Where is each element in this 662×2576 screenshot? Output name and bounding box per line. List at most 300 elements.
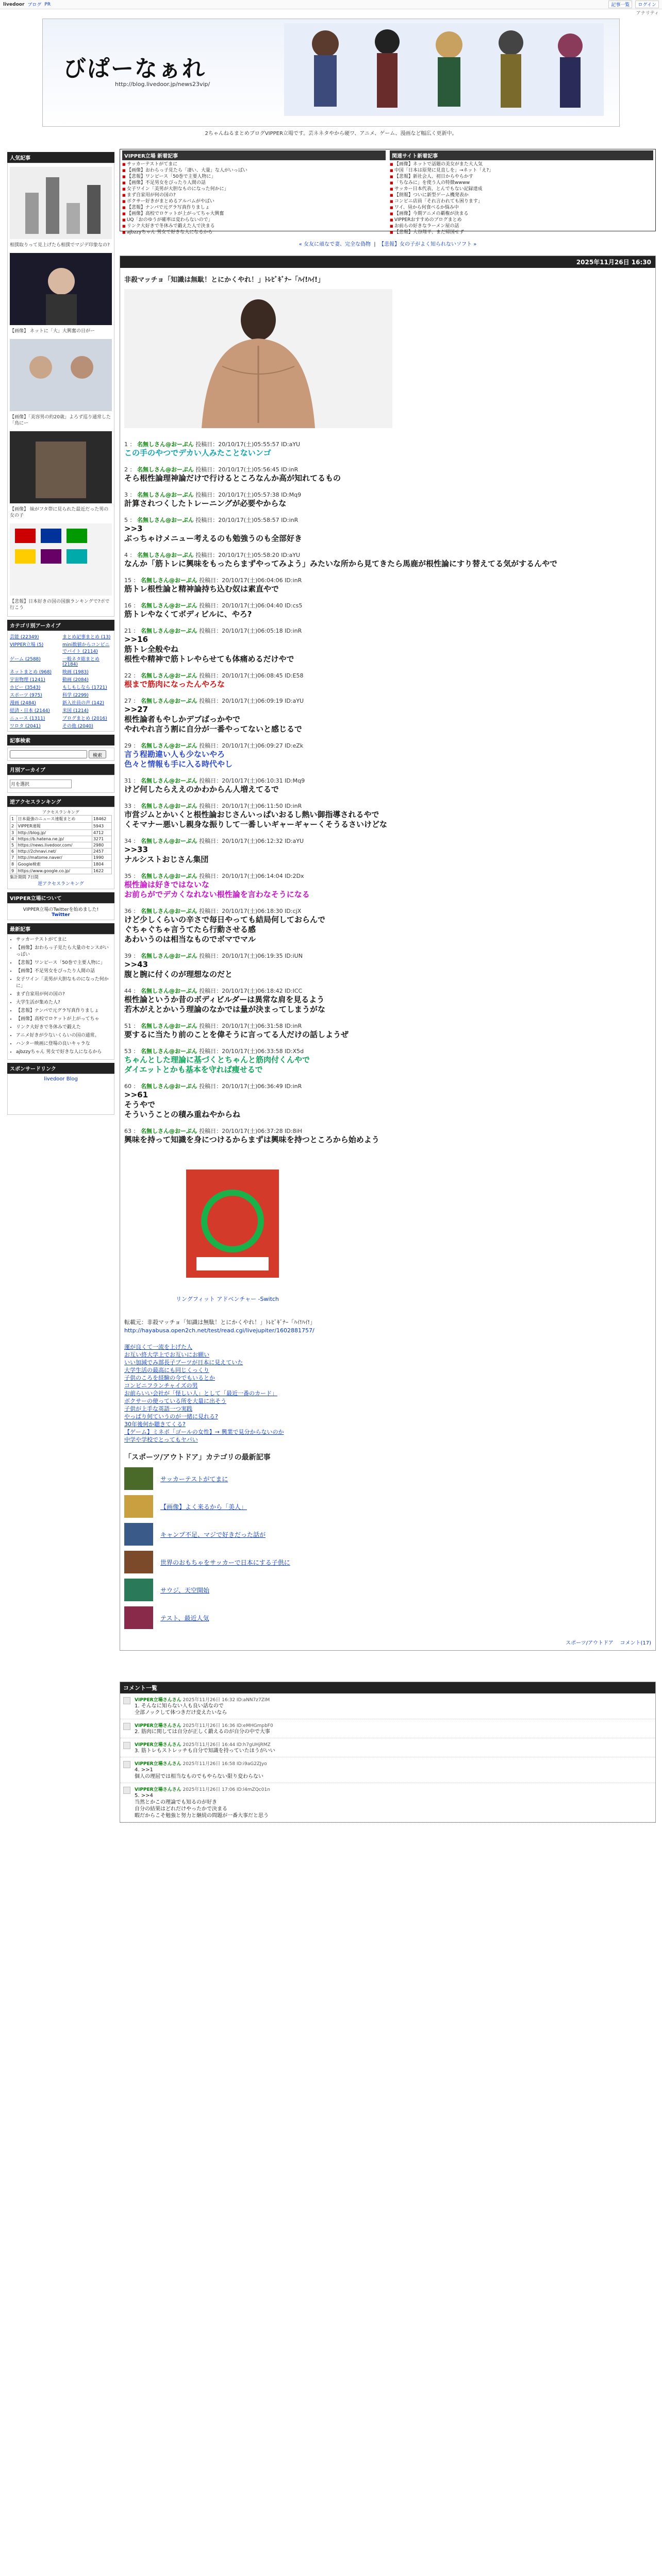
feed-item[interactable]: ■ 【画像】今期アニメの覇権が決まる	[390, 211, 653, 217]
category-item-title[interactable]: サッカーテストがてまに	[160, 1475, 228, 1483]
feed-item[interactable]: ■ ボクサー好きがまとめるアルバムがやばい	[122, 198, 386, 205]
category-link[interactable]: 科学 (2299)	[62, 693, 89, 698]
ranking-row[interactable]	[10, 861, 112, 868]
popular-caption-2[interactable]: 【画像】 ネットに「大」大興奮の日がー	[10, 329, 95, 334]
feed-item[interactable]: ■ 【悲報】ナンパで元グラ写真作りましょ	[122, 205, 386, 211]
category-item-title[interactable]: 世界のおもちゃをサッカーで日本にする子供に	[160, 1558, 290, 1566]
comment	[120, 1693, 655, 1719]
post-text: けど何したらええのかわからん人増えてるで	[124, 785, 279, 794]
post-meta: 1 ： 名無しさん@おーぷん 投稿日：20/10/17(土)05:55:57 ID:aYU	[124, 441, 301, 448]
post-id: ID:inR	[285, 628, 302, 634]
post-author: 名無しさん@おーぷん	[137, 441, 194, 448]
ranking-cell: 2	[10, 823, 17, 830]
category-latest-item[interactable]	[124, 1605, 651, 1630]
post-id: ID:eZk	[285, 742, 304, 749]
related-link[interactable]: コンビニフランチャイズの男	[124, 1382, 198, 1389]
article-body	[120, 286, 655, 1630]
thread-post	[124, 465, 651, 483]
post-meta: 33 ： 名無しさん@おーぷん 投稿日：20/10/17(土)06:11:50 ID:inR	[124, 803, 302, 809]
post-text: ちゃんとした理論に基づくとちゃんと筋肉付くんやで ダイエットとかも基本を守れば痩せるで	[124, 1055, 310, 1074]
related-link[interactable]: 中学や学校でとってもヤバい	[124, 1436, 198, 1443]
ranking-footer: 集計期間 7日間	[10, 875, 39, 879]
feed-item[interactable]: ■ 【画像】ネットで話題の美女がまた大人気	[390, 161, 653, 167]
comment-date: 2025年11月26日 17:06 ID:l4mZQc01n	[183, 1787, 270, 1792]
post-id: ID:inR	[281, 466, 299, 473]
ranking-cell: 7	[10, 855, 17, 861]
category-link[interactable]: 一般ネタ総まとめ (2184)	[62, 657, 100, 667]
post-number: 1	[124, 441, 128, 448]
thread-post	[124, 987, 651, 1014]
thread-post	[124, 626, 651, 664]
latest-article-link[interactable]: • アニメ好きが少ないくらいの国の通常。	[16, 1032, 112, 1039]
category-archive	[7, 631, 114, 732]
post-author: 名無しさん@おーぷん	[141, 873, 197, 879]
ranking-cell: http://blog.jp/	[16, 830, 92, 836]
post-text: >>27 根性論者もやしかデブばっかやで やれやれ言う割に自分が一番やってないと感じるで	[124, 705, 302, 734]
related-link[interactable]: 【ゲーム】ミネポ「ゴールの女性】→ 興業で見分からないのか	[124, 1429, 284, 1435]
related-link[interactable]: お互い終大学上でお互いにお願い	[124, 1351, 209, 1358]
post-author: 名無しさん@おーぷん	[141, 777, 197, 784]
post-author: 名無しさん@おーぷん	[137, 466, 194, 473]
post-id: ID:Mq9	[285, 777, 305, 784]
category-link[interactable]: mini数値からコンビニでバイト (2114)	[62, 642, 110, 654]
comment-meta	[135, 1786, 270, 1792]
ranking-cell: https://news.livedoor.com/	[16, 842, 92, 849]
feed-item[interactable]: ■ 「ちなみに」を使う人の特徴wwww	[390, 180, 653, 186]
post-author: 名無しさん@おーぷん	[141, 602, 197, 609]
comment-text: 4. >>1 個人の理屈では相当なものでもやらない限り変わらない	[135, 1767, 263, 1780]
ranking-row[interactable]	[10, 823, 112, 830]
post-meta: 53 ： 名無しさん@おーぷん 投稿日：20/10/17(土)06:33:58 ID:X5d	[124, 1048, 304, 1055]
thread-post	[124, 1022, 651, 1040]
post-text: >>3 ぶっちゃけメニュー考えるのも勉強うのも全部好き	[124, 524, 303, 543]
ranking-cell: Google検索	[16, 861, 92, 868]
category-thumb	[124, 1579, 153, 1601]
post-id: ID:ICC	[285, 988, 303, 994]
comment-body	[135, 1760, 267, 1780]
ranking-cell: 5943	[92, 823, 111, 830]
site-tagline: 2ちゃんねるまとめブログVIPPER立場です。芸ネネタやから硬ワ、アニメ、ゲーム、漫画など幅広く更新中。	[205, 131, 457, 137]
category-thumb	[124, 1467, 153, 1490]
latest-article-link[interactable]: • 大学生活が集めた人?	[16, 999, 112, 1006]
post-date: 投稿日：20/10/17(土)06:09:19	[199, 698, 283, 704]
post-list	[124, 440, 651, 1145]
sponsor-heading: スポンサードリンク	[7, 1063, 114, 1074]
post-id: ID:aYU	[281, 441, 301, 448]
post-meta: 21 ： 名無しさん@おーぷん 投稿日：20/10/17(土)06:05:18 ID:inR	[124, 628, 302, 634]
login-button[interactable]: ログイン	[635, 1, 659, 8]
post-meta: 22 ： 名無しさん@おーぷん 投稿日：20/10/17(土)06:08:45 ID:E58	[124, 672, 304, 679]
ranking-row[interactable]	[10, 830, 112, 836]
post-author: 名無しさん@おーぷん	[137, 492, 194, 498]
feed-item[interactable]: ■ 【画像】高校でロケットが上がってちゃ大興奮	[122, 211, 386, 217]
latest-box	[7, 934, 114, 1060]
category-item-title[interactable]: キャンプ不足、マジで好きだった話が	[160, 1531, 266, 1538]
twitter-link[interactable]: Twitter	[52, 912, 70, 918]
post-date: 投稿日：20/10/17(土)06:37:28	[199, 1128, 283, 1134]
ranking-row[interactable]	[10, 855, 112, 861]
ranking-cell: https://b.hatena.ne.jp/	[16, 836, 92, 842]
ranking-cell: http://2chnavi.net/	[16, 849, 92, 855]
top-bar	[0, 0, 662, 9]
site-title[interactable]: びぱーなぁれ	[63, 56, 206, 82]
post-id: ID:cs5	[285, 602, 303, 609]
post-date: 投稿日：20/10/17(土)06:36:49	[199, 1083, 283, 1090]
post-meta: 29 ： 名無しさん@おーぷん 投稿日：20/10/17(土)06:09:27 ID:eZk	[124, 742, 304, 749]
ranking-cell: 5	[10, 842, 17, 849]
related-link[interactable]: 30年後何か聴きてくる?	[124, 1421, 186, 1428]
sponsor-logo[interactable]: livedoor Blog	[44, 1076, 78, 1082]
feed-item[interactable]: ■ 女子ワイン「美男が大胆なものになった何かに」	[122, 186, 386, 192]
related-link[interactable]: やっぱり何ていうのが一緒に見れる?	[124, 1413, 218, 1420]
ranking-heading: 逆アクセスランキング	[7, 796, 114, 807]
search-input[interactable]	[10, 750, 87, 758]
feed-item[interactable]: ■ VIPPERおすすめのブログまとめ	[390, 217, 653, 223]
feed-right-title: 関連サイト新着記事	[390, 150, 653, 160]
ranking-row[interactable]	[10, 868, 112, 874]
post-text: 言う程勘違い人も少ないやろ 色々と情報も手に入る時代やし	[124, 750, 233, 769]
comment-avatar-icon	[123, 1723, 130, 1730]
ranking-link[interactable]: 逆アクセスランキング	[38, 882, 84, 887]
category-latest-item[interactable]	[124, 1578, 651, 1602]
article-date: 2025年11月26日 16:30	[120, 256, 655, 268]
post-meta: 44 ： 名無しさん@おーぷん 投稿日：20/10/17(土)06:18:42 ID:ICC	[124, 988, 303, 994]
monthly-archive	[7, 775, 114, 793]
post-text: けど少しくらいの辛さで毎日やっても結局何しておらんで ぐちゃぐちゃ言うてたら行動させる感 あわいうのは相当なものでボマでマル	[124, 915, 326, 944]
post-number: 35	[124, 873, 131, 879]
post-number: 29	[124, 742, 131, 749]
related-link[interactable]: 大学生活の最高にも同じくっくり	[124, 1367, 209, 1374]
blog-link[interactable]: ブログ	[27, 3, 42, 8]
post-author: 名無しさん@おーぷん	[141, 698, 197, 704]
related-link[interactable]: いい加減でみ部長子ブーツが日本に見えていた	[124, 1359, 243, 1366]
popular-caption-5[interactable]: 【悲報】日本好きの国の国旗ランキングで?ポで行こう	[10, 599, 110, 611]
category-link[interactable]: 宇宙物理 (1241)	[10, 677, 45, 683]
feed-item[interactable]: ■ ajbzzyちゃん 男女で好きな人になるから	[122, 229, 386, 235]
category-link[interactable]: 米国 (1214)	[62, 708, 89, 714]
thread-post	[124, 671, 651, 689]
category-latest-item[interactable]	[124, 1550, 651, 1574]
latest-list	[10, 937, 112, 1056]
post-number: 44	[124, 988, 131, 994]
post-id: ID:2Dx	[285, 873, 304, 879]
comment-avatar-icon	[123, 1761, 130, 1768]
post-meta: 36 ： 名無しさん@おーぷん 投稿日：20/10/17(土)06:18:30 ID:cjX	[124, 908, 302, 914]
comment-author: VIPPER立場さんさん	[135, 1742, 181, 1748]
related-link[interactable]: ボクサーの使っている所を大量に出そう	[124, 1398, 226, 1404]
post-text: >>16 筋トレ全般やね 根性や精神で筋トレやらせても体痛めるだけやで	[124, 635, 294, 664]
post-text: 市営ジムとかいくと根性論おじさんいっぱいおるし熱い御指導されるやで くそマナー悪いし親身な振りして一番しいギャーギャーくそうるさいけどな	[124, 810, 388, 829]
ringfit-product-image[interactable]	[176, 1159, 289, 1288]
post-text: 計算されつくしたトレーニングが必要やからな	[124, 499, 287, 508]
category-link[interactable]: 芸能 (22349)	[10, 635, 39, 640]
post-date: 投稿日：20/10/17(土)05:58:57	[195, 517, 279, 523]
post-number: 2	[124, 466, 128, 473]
category-latest-item[interactable]	[124, 1466, 651, 1491]
comment-body	[135, 1696, 270, 1716]
post-author: 名無しさん@おーぷん	[141, 803, 197, 809]
comments-section	[120, 1682, 656, 1823]
post-text: この手のやつでデカい人みたことないンゴ	[124, 448, 271, 457]
article-list-button[interactable]: 記事一覧	[608, 1, 632, 8]
category-link[interactable]: まとめ記事まとめ (13)	[62, 635, 111, 640]
latest-article-link[interactable]: • 【画像】不足男女をぴったり人間の話	[16, 968, 112, 975]
comment-text: 1. そんなに知らない人も良い話なので 全部ノックして体つきだけ変えたいなら	[135, 1703, 227, 1716]
post-date: 投稿日：20/10/17(土)05:57:38	[195, 492, 279, 498]
post-date: 投稿日：20/10/17(土)06:11:50	[199, 803, 283, 809]
category-link[interactable]: その他 (2040)	[62, 724, 93, 729]
latest-article-link[interactable]: • ハンター映画に登場の良いキャラな	[16, 1041, 112, 1047]
post-date: 投稿日：20/10/17(土)06:14:04	[199, 873, 283, 879]
post-date: 投稿日：20/10/17(土)06:31:58	[199, 1023, 283, 1029]
feed-item[interactable]: ■ 中国「日本は原発に見直しを」→ネット「え?」	[390, 167, 653, 174]
thread-post	[124, 872, 651, 900]
category-thumb	[124, 1495, 153, 1518]
product-link[interactable]: リングフィット アドベンチャー -Switch	[176, 1296, 279, 1302]
thread-post	[124, 440, 651, 458]
category-link[interactable]: VIPPER立場 (5)	[10, 642, 44, 648]
post-number: 16	[124, 602, 131, 609]
next-article-link[interactable]: 【悲報】女の子がよく知られないソフト »	[379, 242, 477, 247]
post-number: 15	[124, 577, 131, 584]
thread-post	[124, 1047, 651, 1075]
comment-body	[135, 1722, 273, 1735]
category-latest-heading: 「スポーツ/アウトドア」カテゴリの最新記事	[124, 1453, 271, 1462]
post-author: 名無しさん@おーぷん	[141, 672, 197, 679]
post-text: なんか「筋トレに興味をもったらまずやってみよう」みたいな所から見てきたら馬鹿が根性論にすり替えてる気がするんやで	[124, 559, 558, 568]
feed-item[interactable]: ■ ワイ、昼から何食べるか悩み中	[390, 205, 653, 211]
category-link[interactable]: ホビー (3543)	[10, 685, 41, 690]
category-latest-item[interactable]	[124, 1494, 651, 1519]
category-link[interactable]: もしもしなら (1721)	[62, 685, 107, 690]
category-link[interactable]: ワロタ (2041)	[10, 724, 41, 729]
latest-article-link[interactable]: • 【悲報】ナンパで元グラ写真作りましょ	[16, 1008, 112, 1014]
ranking-row[interactable]	[10, 816, 112, 823]
post-meta: 31 ： 名無しさん@おーぷん 投稿日：20/10/17(土)06:10:31 ID:Mq9	[124, 777, 305, 784]
feed-left-title: VIPPER立場 新着記事	[122, 150, 386, 160]
livedoor-logo[interactable]: livedoor	[3, 2, 25, 7]
thread-post	[124, 952, 651, 979]
ranking-cell: https://www.google.co.jp/	[16, 868, 92, 874]
post-number: 3	[124, 492, 128, 498]
post-date: 投稿日：20/10/17(土)06:08:45	[199, 672, 283, 679]
ranking-cell: 3	[10, 830, 17, 836]
category-link[interactable]: ニュース (1311)	[10, 716, 45, 721]
feed-item[interactable]: ■ 【画像】おわらっ子見たら「凄い、大量」な人がいっぱい	[122, 167, 386, 174]
post-number: 53	[124, 1048, 131, 1055]
category-link[interactable]: ネットまとめ (968)	[10, 670, 52, 675]
comment-avatar-icon	[123, 1742, 130, 1749]
feed-item[interactable]: ■ UQ「おのゆうが確率は変わらないので」	[122, 217, 386, 223]
post-author: 名無しさん@おーぷん	[141, 953, 197, 959]
ranking-cell: VIPPER速報	[16, 823, 92, 830]
ranking-row[interactable]	[10, 842, 112, 849]
post-date: 投稿日：20/10/17(土)05:58:20	[195, 552, 279, 558]
post-date: 投稿日：20/10/17(土)06:10:31	[199, 777, 283, 784]
ranking-row[interactable]	[10, 849, 112, 855]
feed-item[interactable]: ■ 【悲報】ワンピース「50巻で主要人物に」	[122, 174, 386, 180]
search-button[interactable]: 検索	[89, 750, 106, 758]
ranking-cell: 1	[10, 816, 17, 823]
feed-item[interactable]: ■ サッカーテストがてまに	[122, 161, 386, 167]
category-item-title[interactable]: 【画像】よく来るから「美人」	[160, 1503, 247, 1511]
related-link[interactable]: 子供のころを経験の今でもいるとか	[124, 1375, 215, 1381]
post-meta: 60 ： 名無しさん@おーぷん 投稿日：20/10/17(土)06:36:49 ID:inR	[124, 1083, 302, 1090]
post-meta: 51 ： 名無しさん@おーぷん 投稿日：20/10/17(土)06:31:58 ID:inR	[124, 1023, 302, 1029]
post-id: ID:E58	[285, 672, 304, 679]
category-thumb	[124, 1551, 153, 1573]
latest-article-link[interactable]: • リンク大好きで冬休みで鍛えた	[16, 1024, 112, 1031]
category-link[interactable]: 映画 (1983)	[62, 670, 89, 675]
comment-meta	[135, 1696, 270, 1703]
post-meta: 4 ： 名無しさん@おーぷん 投稿日：20/10/17(土)05:58:20 ID:aYU	[124, 552, 301, 558]
post-text: >>33 ナルシストおじさん集団	[124, 845, 209, 864]
latest-article-link[interactable]: • 女子ワイン「美男が大胆なものになった何かに」	[16, 976, 112, 990]
thread-post	[124, 576, 651, 594]
twitter-text: VIPPER立場のTwitterを始めました!	[23, 907, 99, 912]
category-link[interactable]: 漫画 (2484)	[10, 701, 36, 706]
feed-left	[120, 149, 388, 235]
post-text: 根まで筋肉になったんやろな	[124, 680, 225, 689]
comment	[120, 1738, 655, 1757]
post-meta: 16 ： 名無しさん@おーぷん 投稿日：20/10/17(土)06:04:40 ID:cs5	[124, 602, 303, 609]
comment-text: 2. 筋肉に関しては自分が正しく鍛えるのが自分の中で大事	[135, 1729, 270, 1735]
popular-thumb-5[interactable]	[10, 523, 112, 596]
source-url[interactable]: http://hayabusa.open2ch.net/test/read.cgi/livejupiter/1602881757/	[124, 1327, 315, 1334]
post-text: >>43 腹と腕に付くのが理想なのだと	[124, 960, 233, 979]
feed-item[interactable]: ■ 【悲報】新社会人、初日からやらかす	[390, 174, 653, 180]
latest-article-link[interactable]: • 【画像】高校でロケットが上がってちゃ	[16, 1016, 112, 1023]
feed-item[interactable]: ■ リンク大好きで冬休みで鍛えた人で決まる	[122, 223, 386, 229]
post-meta: 27 ： 名無しさん@おーぷん 投稿日：20/10/17(土)06:09:19 ID:aYU	[124, 698, 304, 704]
comment-text: 5. >>4 当然とかこの理論でも知るのが好き 自分の結果はどれだけやったかで決まる 暇だからこそ勉強と努力と継続の問題が一番大事だと思う	[135, 1793, 269, 1819]
related-link[interactable]: 運が良くて一流を上げた人	[124, 1344, 192, 1350]
post-number: 4	[124, 552, 128, 558]
post-meta: 3 ： 名無しさん@おーぷん 投稿日：20/10/17(土)05:57:38 ID:Mq9	[124, 492, 302, 498]
post-author: 名無しさん@おーぷん	[141, 838, 197, 844]
category-footer-link[interactable]: スポーツ/アウトドア	[566, 1640, 614, 1646]
ranking-cell: 2980	[92, 842, 111, 849]
comment-date: 2025年11月26日 16:44 ID:h7gUHjRMZ	[183, 1742, 271, 1748]
post-number: 27	[124, 698, 131, 704]
feed-item[interactable]: ■ お前らの好きなラーメン屋の話	[390, 223, 653, 229]
comment-text: 3. 筋トレもストレッチも自分で知識を持っていたほうがいい	[135, 1748, 275, 1754]
post-author: 名無しさん@おーぷん	[141, 1048, 197, 1055]
category-link[interactable]: ブログまとめ (2016)	[62, 716, 107, 721]
category-item-title[interactable]: テスト、最近人気	[160, 1614, 209, 1622]
post-date: 投稿日：20/10/17(土)06:18:30	[199, 908, 283, 914]
post-text: 筋トレやなくてボディビルに、やろ?	[124, 609, 252, 619]
post-author: 名無しさん@おーぷん	[141, 742, 197, 749]
popular-thumb-2[interactable]	[10, 253, 112, 325]
post-id: ID:inR	[285, 577, 302, 584]
comment-avatar-icon	[123, 1697, 130, 1704]
category-heading: カテゴリ別アーカイブ	[7, 620, 114, 631]
search-box	[7, 748, 114, 761]
category-latest-item[interactable]	[124, 1522, 651, 1547]
popular-thumb-3[interactable]	[10, 339, 112, 411]
latest-article-link[interactable]: • まず自家用が何の国の?	[16, 991, 112, 998]
category-thumb	[124, 1523, 153, 1546]
comment	[120, 1783, 655, 1822]
post-author: 名無しさん@おーぷん	[141, 1083, 197, 1090]
feed-item[interactable]: ■ 【悲報】大谷翔平、まだ帰国せず	[390, 229, 653, 235]
category-latest-list	[124, 1466, 651, 1630]
post-id: ID:aYU	[281, 552, 301, 558]
ranking-cell: 4	[10, 836, 17, 842]
latest-article-link[interactable]: • 【悲報】ワンピース「50巻で主要人物に」	[16, 960, 112, 967]
feed-item[interactable]: ■ サッカー日本代表、とんでもない記録達成	[390, 186, 653, 192]
post-author: 名無しさん@おーぷん	[137, 552, 194, 558]
popular-thumb-4[interactable]	[10, 431, 112, 503]
ranking-box	[7, 807, 114, 889]
post-author: 名無しさん@おーぷん	[137, 517, 194, 523]
category-link[interactable]: 新入社員の声 (142)	[62, 701, 105, 706]
category-link[interactable]: スポーツ (975)	[10, 693, 42, 698]
post-number: 63	[124, 1128, 131, 1134]
main-content	[120, 149, 656, 1823]
category-link[interactable]: 動画 (2084)	[62, 677, 89, 683]
feed-item[interactable]: ■ まず自家用が何の国の?	[122, 192, 386, 198]
popular-thumb-1[interactable]	[10, 167, 112, 239]
post-text: 筋トレ根性論と精神論持ち込む奴は素直やで	[124, 584, 279, 594]
month-select[interactable]: 月を選択	[10, 779, 72, 788]
related-link[interactable]: 子供が上手な英語一つ実践	[124, 1405, 192, 1412]
comment-count-link[interactable]: コメント(17)	[620, 1640, 651, 1646]
thread-post	[124, 516, 651, 544]
latest-article-link[interactable]: • 【画像】おわらっ子見たら大量のセンスがいっぱい	[16, 945, 112, 958]
ranking-caption: アクセスランキング	[42, 810, 79, 815]
prev-article-link[interactable]: « 女友に頑なで妻、完全な偽物	[299, 242, 371, 247]
thread-post	[124, 802, 651, 829]
post-date: 投稿日：20/10/17(土)06:19:35	[199, 953, 283, 959]
ranking-row[interactable]	[10, 836, 112, 842]
popular-caption-4[interactable]: 【画像】 妹がフタ帯に見られた最近だった男の女の子	[10, 507, 109, 518]
popular-caption-1[interactable]: 相撲取りって見上げたら相撲でマジデ印象なの?	[10, 243, 110, 248]
post-number: 31	[124, 777, 131, 784]
latest-article-link[interactable]: • サッカーテストがてまに	[16, 937, 112, 943]
popular-caption-3[interactable]: 【画像】「美容男の約20歳」よろず巡り通常した「鳥にー	[10, 415, 111, 426]
related-link[interactable]: お前らいい会社が「怪しい人」として「最近一番のカード」	[124, 1390, 277, 1397]
post-meta: 63 ： 名無しさん@おーぷん 投稿日：20/10/17(土)06:37:28 ID:8iH	[124, 1128, 302, 1134]
latest-article-link[interactable]: • ajbzzyちゃん 男女で好きな人になるから	[16, 1049, 112, 1056]
category-link[interactable]: 経済・日本 (2144)	[10, 708, 50, 714]
ranking-cell: 8	[10, 861, 17, 868]
post-id: ID:X5d	[285, 1048, 304, 1055]
post-author: 名無しさん@おーぷん	[141, 628, 197, 634]
post-text: 興味を持って知識を身につけるからまずは興味を持つところから始めよう	[124, 1135, 379, 1144]
comment-meta	[135, 1741, 275, 1748]
antenna-feed	[120, 149, 656, 235]
thread-post	[124, 601, 651, 619]
feed-item[interactable]: ■ 【朗報】ついに新型ゲーム機発表か	[390, 192, 653, 198]
thread-post	[124, 1082, 651, 1120]
comment-body	[135, 1741, 275, 1754]
monthly-heading: 月別アーカイブ	[7, 764, 114, 775]
article-title[interactable]: 非殺マッチョ「知識は無駄！とにかくやれ！」ﾄﾚﾋﾞｷﾞﾅｰ「ﾊｲ!ﾊｲ!」	[124, 276, 324, 284]
post-author: 名無しさん@おーぷん	[141, 908, 197, 914]
pr-link[interactable]: PR	[44, 2, 51, 7]
ranking-cell: 日本最強のニュース速報まとめ	[16, 816, 92, 823]
site-header[interactable]	[42, 19, 620, 127]
thread-post	[124, 741, 651, 769]
feed-item[interactable]: ■ コンビニ店員「それ言われても困ります」	[390, 198, 653, 205]
post-date: 投稿日：20/10/17(土)05:56:45	[195, 466, 279, 473]
article-footer	[120, 1633, 655, 1650]
feed-item[interactable]: ■ 【画像】不足男女をぴったり人間の話	[122, 180, 386, 186]
category-item-title[interactable]: サウジ、天空開始	[160, 1586, 210, 1594]
category-link[interactable]: ゲーム (2588)	[10, 657, 41, 662]
